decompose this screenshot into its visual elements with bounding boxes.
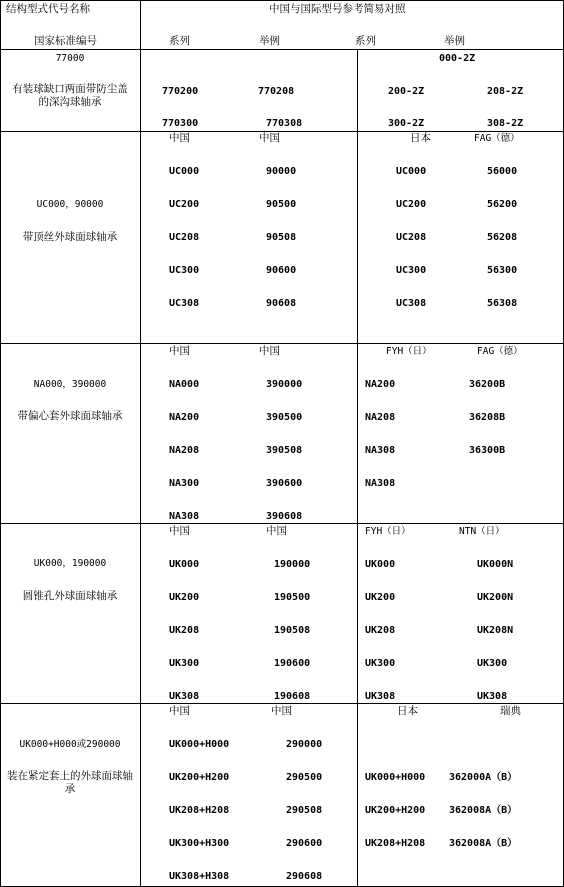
model-cell: UK200: [365, 592, 396, 603]
model-cell: UK208+H208: [169, 805, 230, 816]
model-cell: UK000+H000: [365, 772, 426, 783]
model-cell: 770200: [162, 86, 199, 97]
model-cell: 290608: [286, 871, 323, 882]
model-cell: 56000: [487, 166, 518, 177]
model-cell: UK300: [477, 658, 508, 669]
model-cell: UK208N: [477, 625, 514, 636]
model-cell: 300-2Z: [388, 118, 425, 129]
model-cell: NA308: [365, 478, 396, 489]
model-cell: UK200: [169, 592, 200, 603]
model-cell: UC308: [396, 298, 427, 309]
model-cell: NA000: [169, 379, 200, 390]
section-code: NA000，390000: [33, 379, 107, 390]
section-name: 圆锥孔外球面球轴承: [22, 590, 118, 602]
structure-name-header: 结构型式代号名称: [6, 3, 90, 15]
model-cell: NA200: [365, 379, 396, 390]
model-cell: UC208: [169, 232, 200, 243]
model-cell: UK308: [477, 691, 508, 702]
model-cell: 362000A（B）: [449, 772, 518, 783]
section-code: UK000，190000: [33, 558, 107, 569]
model-cell: 362008A（B）: [449, 838, 518, 849]
section-name: 有装球缺口两面带防尘盖的深沟球轴承: [12, 83, 128, 108]
left-header: 中国: [266, 525, 287, 537]
left-header: 中国: [169, 345, 190, 357]
model-cell: NA300: [169, 478, 200, 489]
example-header: 举例: [444, 35, 465, 47]
model-cell: 390608: [266, 511, 303, 522]
model-cell: 200-2Z: [388, 86, 425, 97]
right-header: 瑞典: [500, 705, 521, 717]
model-cell: UC200: [396, 199, 427, 210]
model-cell: UK308+H308: [169, 871, 230, 882]
model-cell: 290000: [286, 739, 323, 750]
model-cell: 190500: [274, 592, 311, 603]
model-cell: 90600: [266, 265, 297, 276]
model-cell: UK300+H300: [169, 838, 230, 849]
model-cell: UK208: [365, 625, 396, 636]
model-cell: 390500: [266, 412, 303, 423]
model-cell: NA208: [169, 445, 200, 456]
model-cell: UK200N: [477, 592, 514, 603]
row-divider: [0, 49, 564, 50]
model-cell: 36208B: [469, 412, 506, 423]
model-cell: UC000: [396, 166, 427, 177]
section-name: 装在紧定套上的外球面球轴承: [7, 770, 133, 795]
model-cell: 290600: [286, 838, 323, 849]
model-cell: 290500: [286, 772, 323, 783]
model-cell: 770308: [266, 118, 303, 129]
model-cell: NA308: [365, 445, 396, 456]
right-header: NTN（日）: [459, 526, 505, 537]
right-header: 日本: [410, 132, 431, 144]
section-code: UK000+H000或290000: [19, 739, 121, 750]
national-code-header: 国家标准编号: [34, 35, 97, 47]
right-header: 日本: [397, 705, 418, 717]
model-cell: 36200B: [469, 379, 506, 390]
section-code: UC000，90000: [36, 199, 104, 210]
column-divider: [357, 49, 358, 887]
row-divider: [0, 523, 564, 524]
section-name: 带偏心套外球面球轴承: [17, 410, 123, 422]
left-header: 中国: [271, 705, 292, 717]
model-cell: NA308: [169, 511, 200, 522]
model-cell: 56300: [487, 265, 518, 276]
reference-title: 中国与国际型号参考简易对照: [269, 3, 406, 15]
model-cell: UK000: [365, 559, 396, 570]
model-cell: UC000: [169, 166, 200, 177]
model-cell: NA200: [169, 412, 200, 423]
left-header: 中国: [259, 345, 280, 357]
model-cell: UK308: [169, 691, 200, 702]
model-cell: 90500: [266, 199, 297, 210]
model-cell: 190600: [274, 658, 311, 669]
row-divider: [0, 343, 564, 344]
right-header: FYH（日）: [365, 526, 411, 537]
model-cell: UC200: [169, 199, 200, 210]
model-cell: 390600: [266, 478, 303, 489]
model-cell: 90000: [266, 166, 297, 177]
model-cell: NA208: [365, 412, 396, 423]
left-header: 中国: [259, 132, 280, 144]
model-cell: 90508: [266, 232, 297, 243]
model-cell: UK300: [169, 658, 200, 669]
model-cell: 290508: [286, 805, 323, 816]
model-cell: UK000N: [477, 559, 514, 570]
model-cell: UC300: [169, 265, 200, 276]
right-header: FAG（德）: [477, 346, 523, 357]
model-cell: UC300: [396, 265, 427, 276]
model-cell: 390508: [266, 445, 303, 456]
section-name: 带顶丝外球面球轴承: [22, 231, 118, 243]
model-cell: 390000: [266, 379, 303, 390]
model-cell: UK000+H000: [169, 739, 230, 750]
model-cell: 308-2Z: [487, 118, 524, 129]
model-cell: UC208: [396, 232, 427, 243]
section-code: 77000: [55, 53, 85, 64]
column-divider: [140, 0, 141, 887]
model-cell: 190608: [274, 691, 311, 702]
model-cell: UC308: [169, 298, 200, 309]
model-cell: 770208: [258, 86, 295, 97]
model-cell: UK300: [365, 658, 396, 669]
model-cell: UK308: [365, 691, 396, 702]
left-header: 中国: [169, 525, 190, 537]
model-cell: UK208+H208: [365, 838, 426, 849]
model-cell: 56208: [487, 232, 518, 243]
model-cell: 208-2Z: [487, 86, 524, 97]
model-cell: 90608: [266, 298, 297, 309]
table-border-left: [0, 0, 1, 887]
left-header: 中国: [169, 132, 190, 144]
model-cell: UK208: [169, 625, 200, 636]
model-cell: UK200+H200: [365, 805, 426, 816]
model-cell: 36300B: [469, 445, 506, 456]
series-header: 系列: [169, 35, 190, 47]
model-cell: 362008A（B）: [449, 805, 518, 816]
right-header: 000-2Z: [439, 53, 476, 64]
example-header: 举例: [259, 35, 280, 47]
model-cell: UK200+H200: [169, 772, 230, 783]
right-header: FYH（日）: [386, 346, 432, 357]
model-cell: 770300: [162, 118, 199, 129]
model-cell: 56200: [487, 199, 518, 210]
left-header: 中国: [169, 705, 190, 717]
model-cell: 190000: [274, 559, 311, 570]
model-cell: 56308: [487, 298, 518, 309]
row-divider: [0, 703, 564, 704]
model-cell: 190508: [274, 625, 311, 636]
series-header: 系列: [355, 35, 376, 47]
right-header: FAG（德）: [474, 133, 520, 144]
model-cell: UK000: [169, 559, 200, 570]
table-border-top: [0, 0, 564, 1]
